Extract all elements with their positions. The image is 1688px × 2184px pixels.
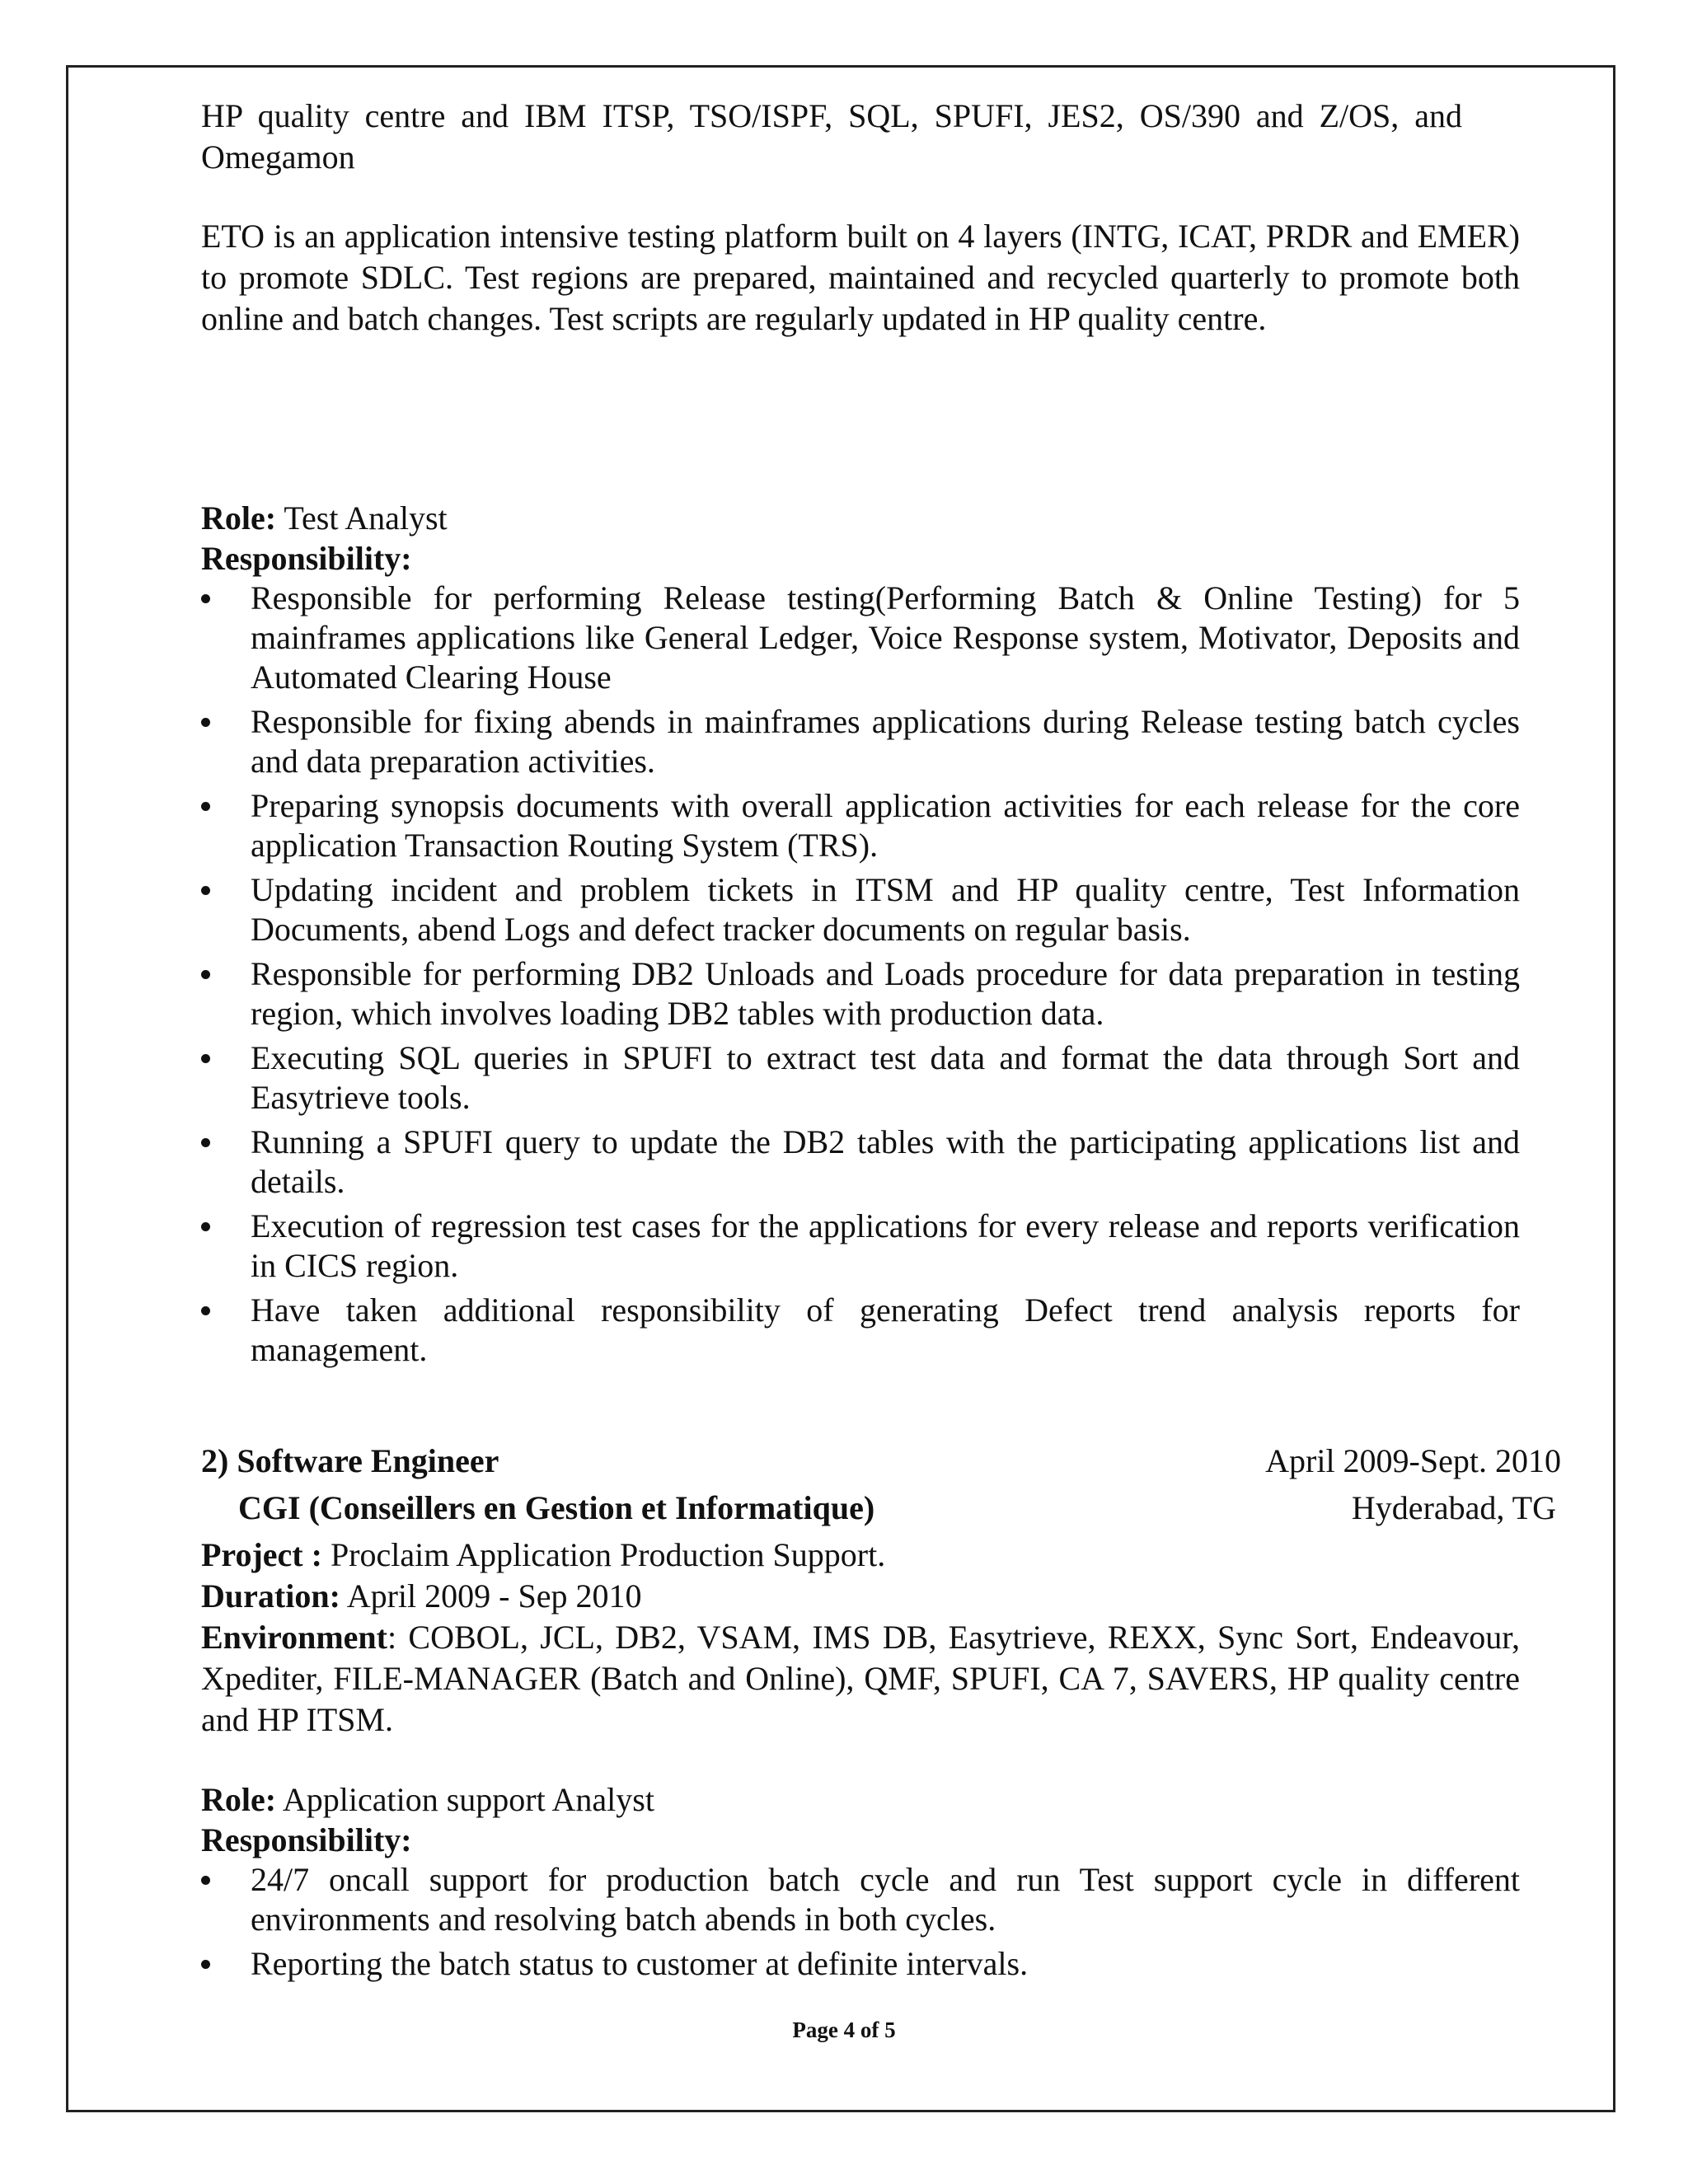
role-label: Role: xyxy=(201,1781,277,1818)
duration-line xyxy=(201,1576,1520,1617)
duration-value: April 2009 - Sep 2010 xyxy=(346,1577,642,1615)
role-section-1 xyxy=(201,498,1520,1370)
job-title-row xyxy=(201,1437,1561,1484)
list-item: Responsible for fixing abends in mainframes applications during Release testing batch cycles and data preparation activities. xyxy=(201,702,1520,781)
role-section-2 xyxy=(201,1779,1520,1984)
list-item: Running a SPUFI query to update the DB2 tables with the participating applications list and details. xyxy=(201,1122,1520,1202)
project-line xyxy=(201,1535,1520,1576)
role-value: Application support Analyst xyxy=(282,1781,654,1818)
list-item: Responsible for performing DB2 Unloads and Loads procedure for data preparation in testing region, which involves loading DB2 tables with production data. xyxy=(201,954,1520,1033)
job-title: 2) Software Engineer xyxy=(201,1442,499,1479)
bullet-icon xyxy=(201,1306,210,1315)
tools-line: HP quality centre and IBM ITSP, TSO/ISPF, SQL, SPUFI, JES2, OS/390 and Z/OS, and Omegamon xyxy=(201,97,1462,176)
list-item: Responsible for performing Release testing(Performing Batch & Online Testing) for 5 mainframes applications like General Ledger, Voice Response system, Motivator, Deposits and Automated Clearing House xyxy=(201,579,1520,697)
responsibility-label: Responsibility: xyxy=(201,1821,412,1858)
bullet-icon xyxy=(201,594,210,603)
bullet-icon xyxy=(201,1138,210,1147)
project-details xyxy=(201,1535,1520,1741)
environment-label: Environment xyxy=(201,1619,387,1656)
duration-label: Duration: xyxy=(201,1577,340,1615)
environment-value: : COBOL, JCL, DB2, VSAM, IMS DB, Easytrieve, REXX, Sync Sort, Endeavour, Xpediter, FILE-MANAGER (Batch and Online), QMF, SPUFI, CA 7, SAVERS, HP quality centre and HP ITSM. xyxy=(201,1619,1520,1738)
bullet-icon xyxy=(201,1960,210,1969)
company-row xyxy=(201,1484,1561,1531)
bullet-icon xyxy=(201,802,210,811)
responsibility-label: Responsibility: xyxy=(201,540,412,577)
job-section-2 xyxy=(201,1437,1561,1531)
bullet-icon xyxy=(201,1222,210,1231)
bullet-icon xyxy=(201,718,210,727)
list-item: Execution of regression test cases for the applications for every release and reports verification in CICS region. xyxy=(201,1207,1520,1286)
page-number: Page 4 of 5 xyxy=(792,2018,896,2042)
bullet-icon xyxy=(201,1054,210,1063)
list-item: Have taken additional responsibility of generating Defect trend analysis reports for management. xyxy=(201,1291,1520,1370)
responsibility-list xyxy=(201,1860,1520,1984)
company-name: CGI (Conseillers en Gestion et Informatique) xyxy=(238,1489,875,1526)
company-location: Hyderabad, TG xyxy=(1351,1489,1556,1526)
list-item: Preparing synopsis documents with overall application activities for each release for the core application Transaction Routing System (TRS). xyxy=(201,786,1520,865)
job-dates: April 2009-Sept. 2010 xyxy=(1265,1442,1561,1479)
bullet-icon xyxy=(201,1876,210,1885)
list-item: Reporting the batch status to customer at definite intervals. xyxy=(201,1944,1520,1984)
project-value: Proclaim Application Production Support. xyxy=(330,1536,886,1573)
environment-line xyxy=(201,1617,1520,1741)
eto-paragraph: ETO is an application intensive testing platform built on 4 layers (INTG, ICAT, PRDR and EMER) to promote SDLC. Test regions are prepared, maintained and recycled quarterly to promote both online and batch changes. Test scripts are regularly updated in HP quality centre. xyxy=(201,218,1520,337)
bullet-icon xyxy=(201,886,210,895)
role-line xyxy=(201,498,1520,538)
list-item: 24/7 oncall support for production batch cycle and run Test support cycle in different environments and resolving batch abends in both cycles. xyxy=(201,1860,1520,1939)
role-label: Role: xyxy=(201,499,277,537)
responsibility-list xyxy=(201,579,1520,1370)
list-item: Executing SQL queries in SPUFI to extract test data and format the data through Sort and Easytrieve tools. xyxy=(201,1038,1520,1118)
project-label: Project : xyxy=(201,1536,322,1573)
bullet-icon xyxy=(201,970,210,979)
role-line xyxy=(201,1779,1520,1820)
role-value: Test Analyst xyxy=(284,499,448,537)
list-item: Updating incident and problem tickets in ITSM and HP quality centre, Test Information Documents, abend Logs and defect tracker documents on regular basis. xyxy=(201,870,1520,949)
